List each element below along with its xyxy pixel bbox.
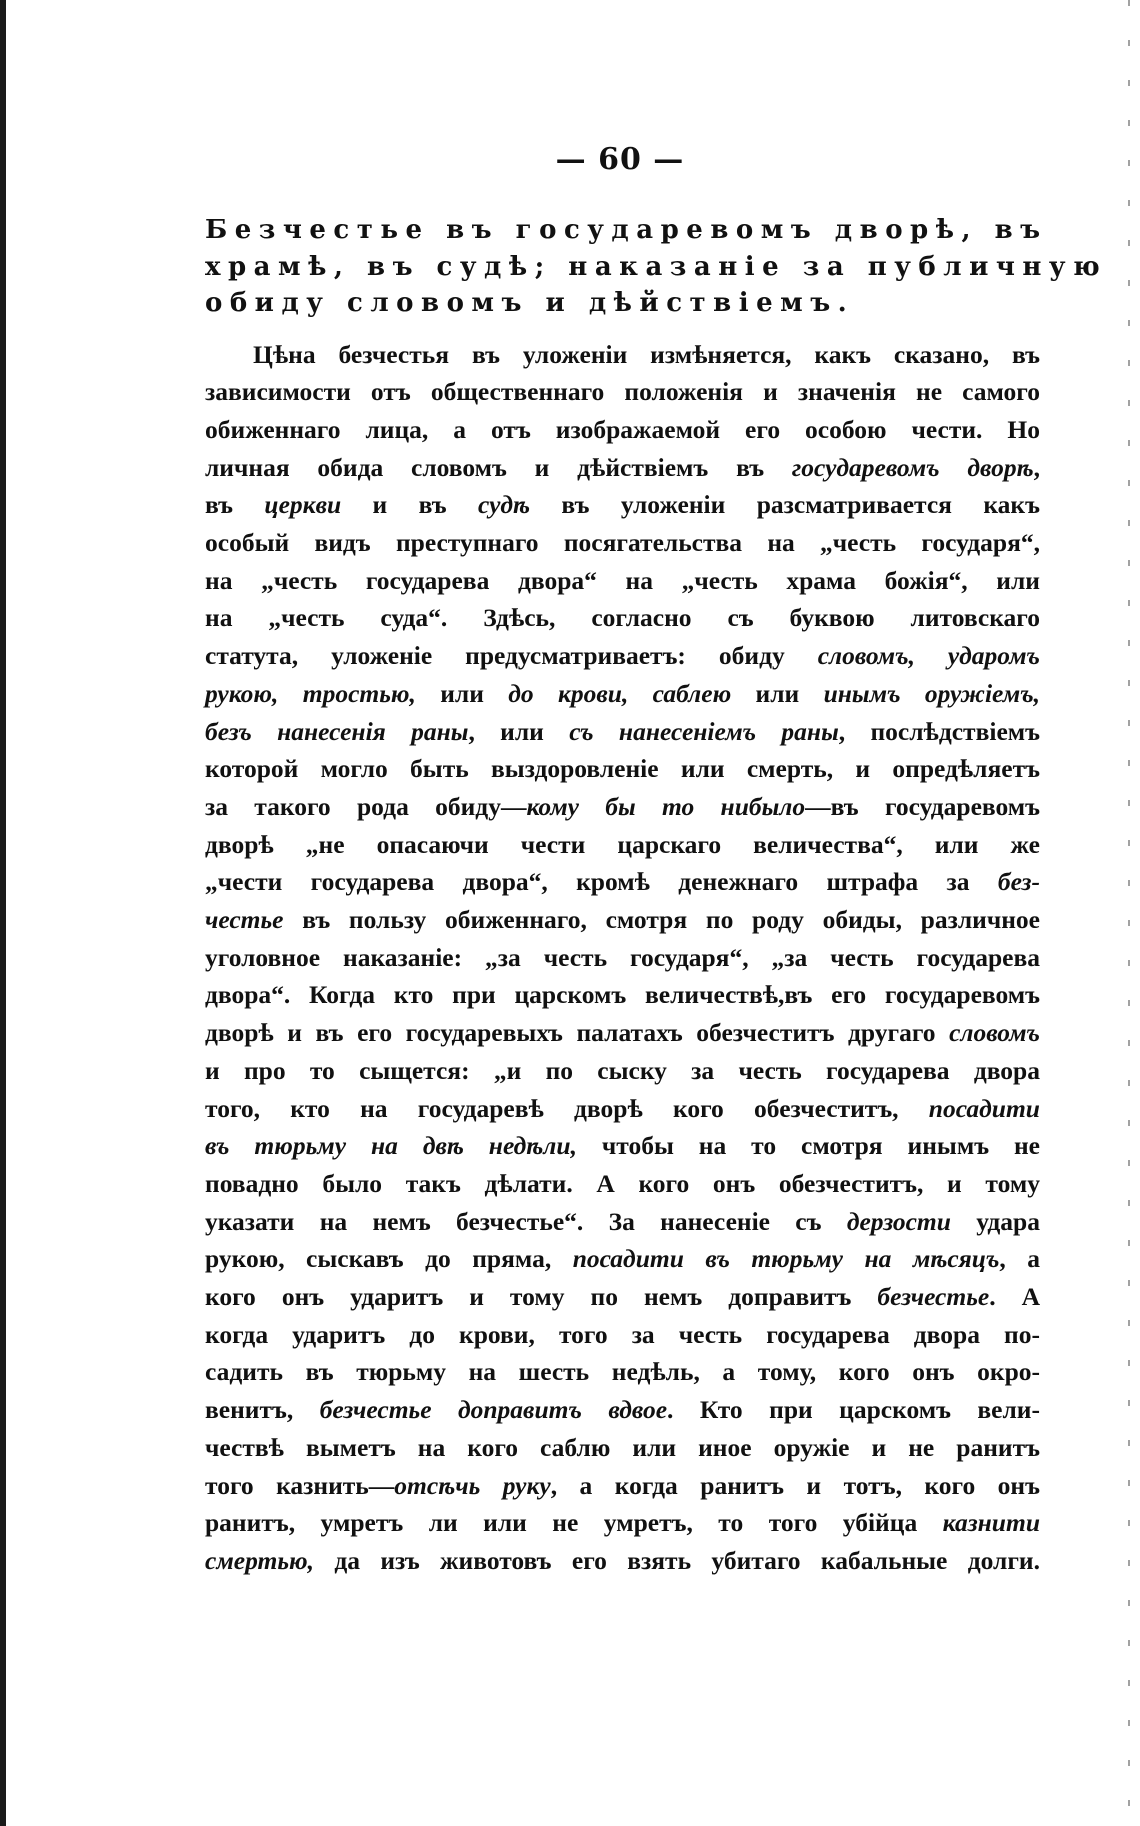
text-run: на „честь государева двора“ на „честь храма божія“, или — [205, 565, 1040, 595]
text-run: ранитъ, умретъ ли или не умретъ, то того убійца — [205, 1508, 943, 1538]
text-line — [205, 524, 1040, 562]
text-line — [205, 449, 1040, 487]
text-run: въ — [205, 490, 265, 520]
text-line — [205, 1203, 1040, 1241]
text-run: . А — [989, 1282, 1040, 1312]
scan-edge-right — [1128, 0, 1130, 1826]
italic-run: инымъ оружіемъ, — [823, 678, 1040, 708]
heading-line: храмѣ, въ судѣ; наказаніе за публичную — [205, 251, 1108, 282]
italic-run: въ тюрьму на двѣ недѣли, — [205, 1131, 577, 1161]
text-run: , — [1033, 452, 1040, 482]
text-run: и въ — [341, 490, 478, 520]
heading-line: Безчестье въ государевомъ дворѣ, въ — [205, 215, 1048, 245]
text-run: рукою, сыскавъ до пряма, — [205, 1244, 573, 1274]
italic-run: словомъ, ударомъ — [817, 641, 1040, 671]
text-run: . Кто при царскомъ вели- — [667, 1395, 1040, 1425]
text-line — [205, 1504, 1040, 1542]
italic-run: посадити — [928, 1093, 1040, 1123]
text-run: двора“. Когда кто при царскомъ величествѣ,въ его государевомъ — [205, 980, 1040, 1010]
text-run: личная обида словомъ и дѣйствіемъ въ — [205, 452, 792, 482]
text-run: указати на немъ безчестье“. За нанесеніе съ — [205, 1206, 847, 1236]
page-content — [205, 212, 1108, 1580]
text-line — [205, 486, 1040, 524]
italic-run: словомъ — [949, 1018, 1040, 1048]
italic-run: безчестье доправитъ вдвое — [319, 1395, 668, 1425]
text-line — [205, 901, 1040, 939]
section-heading — [205, 212, 1108, 322]
text-line — [205, 826, 1040, 864]
text-run: —въ государевомъ — [805, 791, 1041, 821]
text-line — [205, 1467, 1040, 1505]
text-line — [205, 1127, 1040, 1165]
text-line — [205, 1542, 1040, 1580]
text-run: въ уложеніи разсматривается какъ — [530, 490, 1040, 520]
text-line — [205, 599, 1040, 637]
text-line — [205, 1240, 1040, 1278]
text-run: „чести государева двора“, кромѣ денежнаго штрафа за — [205, 867, 998, 897]
text-run: чествѣ выметъ на кого саблю или иное оружіе и не ранитъ — [205, 1432, 1040, 1462]
italic-run: рукою, тростью, — [205, 678, 416, 708]
text-line — [205, 863, 1040, 901]
italic-run: казнити — [942, 1508, 1040, 1538]
italic-run: дерзости — [846, 1206, 951, 1236]
text-line — [205, 411, 1040, 449]
text-run: того казнить— — [205, 1470, 395, 1500]
text-line — [205, 1165, 1040, 1203]
text-line — [205, 336, 1040, 374]
text-run: дворѣ и въ его государевыхъ палатахъ обезчеститъ другаго — [205, 1018, 950, 1048]
text-run: зависимости отъ общественнаго положенія и значенія не самого — [205, 377, 1040, 407]
text-line — [205, 976, 1040, 1014]
italic-run: без- — [997, 867, 1040, 897]
text-run: чтобы на то смотря инымъ не — [576, 1131, 1041, 1161]
text-run: Цѣна безчестья въ уложеніи измѣняется, какъ сказано, въ — [253, 339, 1040, 369]
text-line — [205, 1052, 1040, 1090]
text-line — [205, 1090, 1040, 1128]
text-run: въ пользу обиженнаго, смотря по роду обиды, различное — [283, 905, 1040, 935]
text-run: кого онъ ударитъ и тому по немъ доправитъ — [205, 1282, 878, 1312]
page-number: — 60 — — [555, 142, 685, 177]
text-run: удара — [950, 1206, 1040, 1236]
text-line — [205, 750, 1040, 788]
italic-run: безчестье — [877, 1282, 990, 1312]
text-line — [205, 713, 1040, 751]
text-run: когда ударитъ до крови, того за честь государева двора по- — [205, 1319, 1040, 1349]
text-line — [205, 1014, 1040, 1052]
text-run: , а когда ранитъ и тотъ, кого онъ — [550, 1470, 1040, 1500]
text-line — [205, 939, 1040, 977]
text-run: за такого рода обиду— — [205, 791, 527, 821]
italic-run: безъ нанесенія раны — [205, 716, 469, 746]
text-line — [205, 1316, 1040, 1354]
text-run: и про то сыщется: „и по сыску за честь государева двора — [205, 1055, 1040, 1085]
text-line — [205, 675, 1040, 713]
text-line — [205, 1429, 1040, 1467]
text-run: или — [415, 678, 509, 708]
italic-run: судѣ — [478, 490, 531, 520]
text-run: уголовное наказаніе: „за честь государя“, „за честь государева — [205, 942, 1040, 972]
italic-run: посадити въ тюрьму на мѣсяцъ — [572, 1244, 1000, 1274]
text-run: обиженнаго лица, а отъ изображаемой его особою чести. Но — [205, 414, 1040, 444]
text-line — [205, 637, 1040, 675]
heading-line: обиду словомъ и дѣйствіемъ. — [205, 288, 855, 318]
body-paragraph — [205, 336, 1040, 1580]
italic-run: до крови, саблею — [508, 678, 732, 708]
text-line — [205, 373, 1040, 411]
italic-run: церкви — [264, 490, 342, 520]
text-run: венитъ, — [205, 1395, 320, 1425]
text-run: повадно было такъ дѣлати. А кого онъ обезчеститъ, и тому — [205, 1168, 1040, 1198]
text-run: , или — [468, 716, 570, 746]
text-line — [205, 1391, 1040, 1429]
text-line — [205, 1278, 1040, 1316]
text-run: , послѣдствіемъ — [838, 716, 1040, 746]
scan-edge-left — [0, 0, 6, 1826]
italic-run: съ нанесеніемъ раны — [569, 716, 839, 746]
text-run: на „честь суда“. Здѣсь, согласно съ буквою литовскаго — [205, 603, 1040, 633]
text-run: особый видъ преступнаго посягательства на „честь государя“, — [205, 528, 1040, 558]
text-line — [205, 562, 1040, 600]
text-run: да изъ животовъ его взять убитаго кабальные долги. — [314, 1546, 1040, 1575]
text-run: , а — [999, 1244, 1041, 1274]
text-line — [205, 788, 1040, 826]
text-line — [205, 1353, 1040, 1391]
italic-run: отсѣчь руку — [394, 1470, 551, 1500]
italic-run: государевомъ дворѣ — [791, 452, 1034, 482]
text-run: садить въ тюрьму на шесть недѣль, а тому, кого онъ окро- — [205, 1357, 1040, 1387]
italic-run: честье — [205, 905, 284, 935]
text-run: того, кто на государевѣ дворѣ кого обезчеститъ, — [205, 1093, 929, 1123]
text-run: которой могло быть выздоровленіе или смерть, и опредѣляетъ — [205, 754, 1040, 784]
text-run: статута, уложеніе предусматриваетъ: обиду — [205, 641, 818, 671]
text-run: или — [731, 678, 824, 708]
italic-run: смертью, — [205, 1546, 314, 1575]
italic-run: кому бы то нибыло — [526, 791, 806, 821]
text-run: дворѣ „не опасаючи чести царскаго величества“, или же — [205, 829, 1040, 859]
